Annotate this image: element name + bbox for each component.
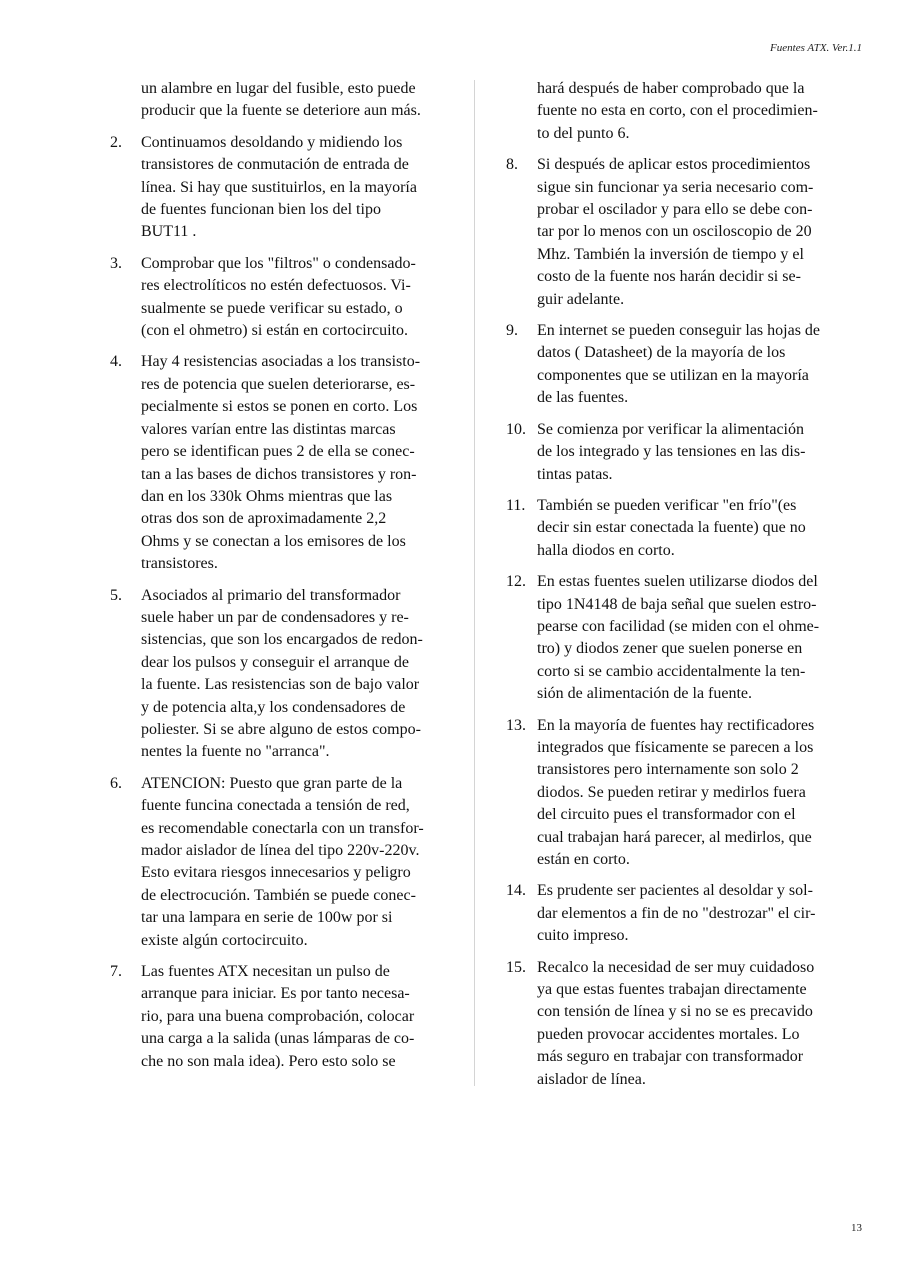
list-item bbox=[506, 495, 836, 562]
left-column bbox=[110, 78, 440, 1082]
list-item-number: 9. bbox=[506, 322, 518, 340]
list-item-text: Si después de aplicar estos procedimientos sigue sin funcionar ya seria necesario com- probar el oscilador y para ello se debe con- tar por lo menos con un osciloscopio de 20 Mhz. También la inversión de tiempo y el costo de la fuente nos harán decidir si se- guir adelante. bbox=[537, 156, 814, 308]
list-item bbox=[506, 880, 836, 947]
list-item-number: 14. bbox=[506, 882, 526, 900]
list-item-text: Hay 4 resistencias asociadas a los transisto- res de potencia que suelen deteriorarse, es- pecialmente si estos se ponen en corto. Los valores varían entre las distintas marcas pero se identifican pues 2 de ella se conec- tan a las bases de dichos transistores y ron- dan en los 330k Ohms mientras que las otras dos son de aproximadamente 2,2 Ohms y se conectan a los emisores de los transistores. bbox=[141, 353, 421, 573]
list-item-text: Es prudente ser pacientes al desoldar y sol- dar elementos a fin de no "destrozar" el cir- cuito impreso. bbox=[537, 882, 816, 945]
list-item-text: En internet se pueden conseguir las hojas de datos ( Datasheet) de la mayoría de los componentes que se utilizan en la mayoría de las fuentes. bbox=[537, 322, 821, 407]
list-item-text: Las fuentes ATX necesitan un pulso de arranque para iniciar. Es por tanto necesa- rio, para una buena comprobación, colocar una carga a la salida (unas lámparas de co- che no son mala idea). Pero esto solo se bbox=[141, 963, 415, 1070]
list-item bbox=[506, 419, 836, 486]
list-item-text: Asociados al primario del transformador suele haber un par de condensadores y re- sistencias, que son los encargados de redon- dear los pulsos y conseguir el arranque de la fuente. Las resistencias son de bajo valor y de potencia alta,y los condensadores de poliester. Si se abre alguno de estos compo- nentes la fuente no "arranca". bbox=[141, 586, 423, 761]
list-item bbox=[506, 571, 836, 705]
list-item-text: Continuamos desoldando y midiendo los transistores de conmutación de entrada de línea. Si hay que sustituirlos, en la mayoría de fuentes funcionan bien los del tipo BUT11 . bbox=[141, 133, 417, 241]
list-item-continuation bbox=[506, 78, 836, 145]
list-item bbox=[110, 773, 440, 952]
list-item-number: 8. bbox=[506, 156, 518, 174]
list-item bbox=[110, 253, 440, 343]
page-number: 13 bbox=[851, 1222, 862, 1234]
list-item-text: Recalco la necesidad de ser muy cuidadoso ya que estas fuentes trabajan directamente con tensión de línea y si no se es precavido pueden provocar accidentes mortales. Lo más seguro en trabajar con transformador aislador de línea. bbox=[537, 958, 815, 1088]
list-item-number: 15. bbox=[506, 958, 526, 976]
list-item-number: 7. bbox=[110, 963, 122, 981]
list-item-text: un alambre en lugar del fusible, esto puede producir que la fuente se deteriore aun más. bbox=[141, 80, 421, 120]
list-item bbox=[506, 154, 836, 311]
list-item bbox=[506, 957, 836, 1091]
list-item-number: 11. bbox=[506, 496, 526, 514]
list-item-text: En la mayoría de fuentes hay rectificadores integrados que físicamente se parecen a los transistores pero internamente son solo 2 diodos. Se pueden retirar y medirlos fuera del circuito pues el transformador con el cual trabajan hará parecer, al medirlos, que están en corto. bbox=[537, 716, 815, 868]
list-item-number: 10. bbox=[506, 420, 526, 438]
list-item-number: 3. bbox=[110, 254, 122, 272]
list-item-text: Comprobar que los "filtros" o condensado- res electrolíticos no estén defectuosos. Vi- sualmente se puede verificar su estado, o (con el ohmetro) si están en cortocircuito. bbox=[141, 254, 416, 340]
list-item-number: 2. bbox=[110, 133, 122, 151]
list-item-text: hará después de haber comprobado que la fuente no esta en corto, con el procedimien- to del punto 6. bbox=[537, 80, 818, 142]
list-item bbox=[110, 585, 440, 764]
list-item-number: 13. bbox=[506, 716, 526, 734]
list-item-number: 12. bbox=[506, 573, 526, 591]
list-item-continuation bbox=[110, 78, 440, 123]
right-column bbox=[506, 78, 836, 1100]
list-item-text: Se comienza por verificar la alimentación de los integrado y las tensiones en las dis- tintas patas. bbox=[537, 420, 806, 483]
list-item bbox=[506, 320, 836, 410]
list-item-number: 5. bbox=[110, 586, 122, 604]
list-item-text: En estas fuentes suelen utilizarse diodos del tipo 1N4148 de baja señal que suelen estro- pearse con facilidad (se miden con el ohme- tro) y diodos zener que suelen ponerse en corto si se cambio accidentalmente la ten- sión de alimentación de la fuente. bbox=[537, 573, 820, 703]
column-divider bbox=[474, 80, 475, 1086]
list-item bbox=[110, 132, 440, 244]
list-item bbox=[506, 715, 836, 872]
list-item bbox=[110, 351, 440, 575]
list-item-text: ATENCION: Puesto que gran parte de la fuente funcina conectada a tensión de red, es recomendable conectarla con un transfor- mador aislador de línea del tipo 220v-220v. Esto evitara riesgos innecesarios y peligro de electrocución. También se puede conec- tar una lampara en serie de 100w por si existe algún cortocircuito. bbox=[141, 774, 424, 949]
list-item bbox=[110, 961, 440, 1073]
running-header: Fuentes ATX. Ver.1.1 bbox=[770, 42, 862, 54]
list-item-number: 6. bbox=[110, 774, 122, 792]
list-item-text: También se pueden verificar "en frío"(es decir sin estar conectada la fuente) que no halla diodos en corto. bbox=[537, 496, 806, 559]
list-item-number: 4. bbox=[110, 353, 122, 371]
